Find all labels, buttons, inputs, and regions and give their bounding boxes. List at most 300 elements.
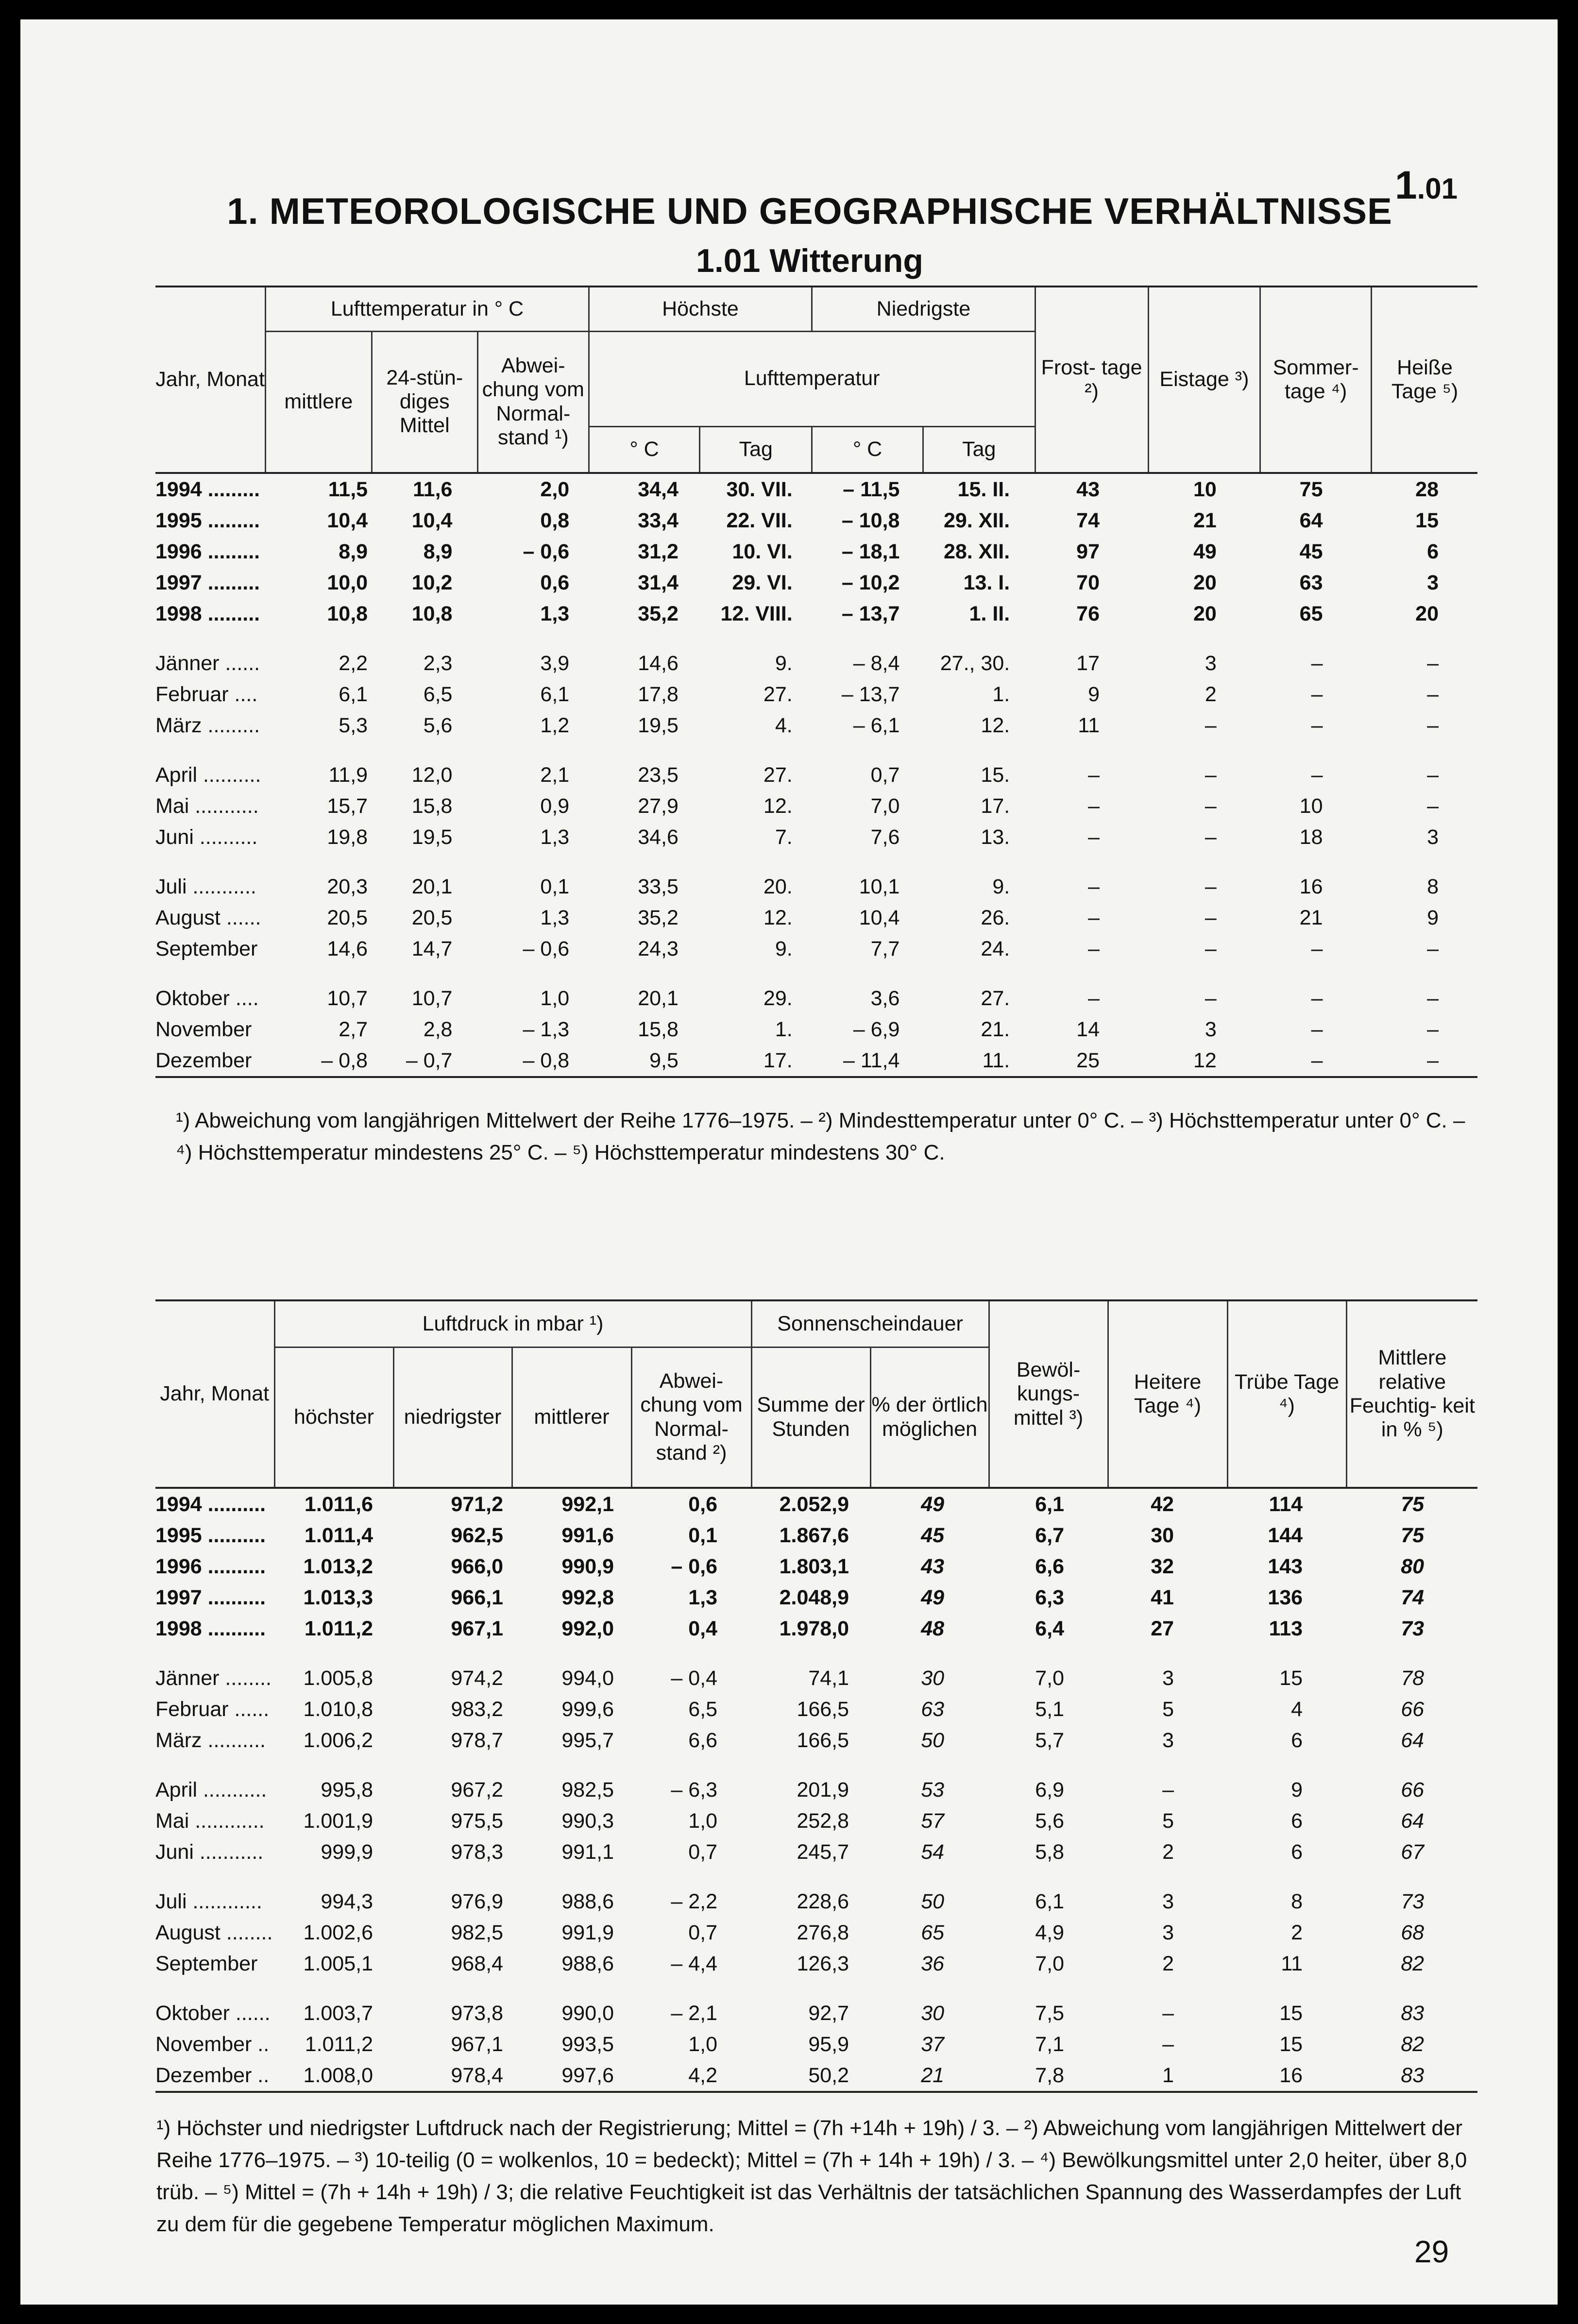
table-cell: 999,6 — [561, 1697, 614, 1721]
table-cell: 166,5 — [797, 1697, 849, 1721]
table-cell: – 0,7 — [372, 1045, 477, 1077]
table-cell: 5,1 — [1035, 1697, 1065, 1721]
table-row — [155, 1694, 1477, 1725]
table-cell: 15 — [1279, 2032, 1303, 2056]
table-cell: 2 — [1291, 1920, 1303, 1944]
table-cell: – — [1311, 651, 1323, 675]
table-cell: – — [1205, 937, 1217, 960]
table-cell: 21 — [1299, 906, 1323, 929]
t1-header-sommertage: Sommer- tage ⁴) — [1260, 286, 1372, 473]
table-cell: 4. — [775, 713, 793, 737]
table-cell: 66 — [1401, 1697, 1425, 1721]
table-cell: 73 — [1401, 1617, 1425, 1640]
table-cell: 21 — [870, 2060, 989, 2092]
table-cell: 10 — [1193, 477, 1217, 501]
table-cell: – — [1088, 875, 1100, 898]
table-cell: 34,6 — [638, 825, 679, 849]
table-cell: 28 — [1415, 477, 1439, 501]
table-cell: 992,0 — [561, 1617, 614, 1640]
page — [20, 19, 1558, 2305]
table-cell: 6,7 — [1035, 1523, 1065, 1547]
table-row — [155, 1520, 1477, 1551]
table-cell: – 0,4 — [671, 1666, 718, 1690]
table-cell: 5 — [1162, 1809, 1174, 1833]
table-cell: 1.005,8 — [303, 1666, 373, 1690]
table-cell: 1.011,2 — [305, 2032, 373, 2056]
table-cell: 13. — [981, 825, 1010, 849]
table-cell: – — [1311, 1017, 1323, 1041]
table-cell: 1,3 — [540, 906, 570, 929]
table-cell: 14 — [1076, 1017, 1100, 1041]
table-cell: – 8,4 — [853, 651, 900, 675]
table-cell: 252,8 — [797, 1809, 849, 1833]
table-cell: 143 — [1268, 1554, 1303, 1578]
table-row — [155, 1488, 1477, 1520]
table-cell: 1.803,1 — [779, 1554, 849, 1578]
table-cell: 967,2 — [451, 1778, 503, 1802]
table-row — [155, 1948, 1477, 1979]
table-cell: 1.003,7 — [303, 2001, 373, 2025]
row-label: 1998 .......... — [155, 1617, 266, 1640]
table-cell: – 10,8 — [841, 508, 900, 532]
table-cell: 6,5 — [688, 1697, 718, 1721]
table-cell: 991,1 — [561, 1840, 614, 1864]
table-cell: 30 — [1151, 1523, 1174, 1547]
table-row — [155, 679, 1477, 710]
table-cell: 3 — [1205, 651, 1217, 675]
table-row — [155, 505, 1477, 536]
table-cell: 30 — [921, 1666, 945, 1690]
t1-header-lufttemperatur-sub: Lufttemperatur — [589, 331, 1035, 426]
table-cell: 1. II. — [969, 602, 1010, 625]
table-cell: 1.011,6 — [304, 1492, 373, 1516]
table-row — [155, 536, 1477, 567]
table-cell: 2.048,9 — [779, 1585, 849, 1609]
t1-footnote: ¹) Abweichung vom langjährigen Mittelwert der Reihe 1776–1975. – ²) Mindesttemperatur unter 0° C. – ³) Höchsttemperatur unter 0° C. – ⁴) Höchsttemperatur mindestens 25° C. – ⁵) Höchsttemperatur mindestens 30° C. — [176, 1109, 1465, 1164]
table-cell: – 0,6 — [671, 1554, 718, 1578]
t2-header-bewoelkung: Bewöl- kungs- mittel ³) — [989, 1300, 1108, 1488]
table-cell: 95,9 — [808, 2032, 849, 2056]
table-cell: 67 — [1401, 1840, 1425, 1864]
table-cell: 1.010,8 — [303, 1697, 373, 1721]
table-cell: 14,6 — [638, 651, 679, 675]
table-cell: 78 — [1401, 1666, 1425, 1690]
table-cell: 3 — [1162, 1920, 1174, 1944]
table-cell: 33,4 — [638, 508, 679, 532]
table-cell: 45 — [1299, 539, 1323, 563]
row-label: Oktober .... — [155, 986, 259, 1010]
table-cell: 6,1 — [339, 682, 368, 706]
table-cell: 0,1 — [540, 875, 570, 898]
table-cell: 10,8 — [327, 602, 368, 625]
table-cell: 2,0 — [540, 477, 570, 501]
t1-header-niedrigste: Niedrigste — [812, 286, 1035, 331]
table-cell: 9. — [775, 651, 793, 675]
table-cell: 9,5 — [589, 1045, 700, 1077]
table-cell: 228,6 — [797, 1889, 849, 1913]
table-cell: 1,2 — [540, 713, 570, 737]
table-cell: 7,0 — [870, 794, 900, 818]
table-cell: 1.002,6 — [303, 1920, 373, 1944]
table-cell: 29. — [763, 986, 793, 1010]
table-row — [155, 902, 1477, 933]
table-cell: – — [1205, 763, 1217, 787]
table-cell: 15. II. — [957, 477, 1010, 501]
t2-header-mittlerer: mittlerer — [512, 1347, 631, 1488]
table-cell: – 4,4 — [671, 1952, 718, 1975]
table-cell: 75 — [1299, 477, 1323, 501]
table-cell: 1. — [992, 682, 1010, 706]
table-cell: 64 — [1401, 1809, 1425, 1833]
table-cell: 32 — [1151, 1554, 1174, 1578]
t1-header-hoechste: Höchste — [589, 286, 812, 331]
row-label: März ......... — [155, 713, 260, 737]
table-cell: 982,5 — [451, 1920, 503, 1944]
table-cell: 26. — [981, 906, 1010, 929]
table-cell: 2 — [1162, 1840, 1174, 1864]
table-row — [155, 1613, 1477, 1644]
t1-header-niedrigste-c: ° C — [812, 426, 923, 473]
table-row — [155, 567, 1477, 598]
table-cell: – — [1260, 1045, 1372, 1077]
table-cell: 65 — [1299, 602, 1323, 625]
table-cell: – — [1162, 2032, 1174, 2056]
row-label: Jänner ...... — [155, 651, 260, 675]
table-cell: – — [1311, 682, 1323, 706]
table-cell: 21 — [1193, 508, 1217, 532]
table-cell: 15 — [1415, 508, 1439, 532]
table-row — [155, 1868, 1477, 1917]
table-cell: – 18,1 — [841, 539, 900, 563]
row-label: Juli ............ — [155, 1889, 262, 1913]
t2-header-feuchtigkeit: Mittlere relative Feuchtig- keit in % ⁵) — [1346, 1300, 1477, 1488]
table-cell: 30 — [921, 2001, 945, 2025]
table-cell: 2 — [1205, 682, 1217, 706]
table-cell: 0,6 — [688, 1492, 718, 1516]
table-cell: 10,2 — [411, 571, 453, 594]
table-cell: 35,2 — [638, 906, 679, 929]
table-cell: – — [1427, 682, 1439, 706]
row-label: 1995 ......... — [155, 508, 260, 532]
table-cell: 992,1 — [561, 1492, 614, 1516]
table-cell: 17. — [700, 1045, 812, 1077]
table-cell: 9. — [775, 937, 793, 960]
table-cell: – 6,3 — [671, 1778, 718, 1802]
table-cell: 64 — [1299, 508, 1323, 532]
table-cell: 97 — [1076, 539, 1100, 563]
table-cell: – — [1088, 937, 1100, 960]
table-cell: – — [1427, 651, 1439, 675]
table-cell: 10,4 — [859, 906, 900, 929]
table-cell: 991,6 — [561, 1523, 614, 1547]
table-cell: – — [1088, 825, 1100, 849]
table-cell: – 1,3 — [523, 1017, 570, 1041]
table-cell: 10,7 — [411, 986, 453, 1010]
table-cell: 92,7 — [808, 2001, 849, 2025]
table-cell: 6,6 — [688, 1728, 718, 1752]
table-cell: 43 — [921, 1554, 945, 1578]
table-row — [155, 791, 1477, 822]
t1-header-mittlere: mittlere — [266, 331, 372, 473]
table-cell: 968,4 — [451, 1952, 503, 1975]
table-cell: 166,5 — [797, 1728, 849, 1752]
table-cell: 5,6 — [1035, 1809, 1065, 1833]
row-label: August ...... — [155, 906, 261, 929]
table-cell: – — [1205, 794, 1217, 818]
table-cell: 6,3 — [1035, 1585, 1065, 1609]
t1-header-24-mittel: 24-stün- diges Mittel — [372, 331, 477, 473]
table-cell: – — [1427, 794, 1439, 818]
table-cell: 37 — [921, 2032, 945, 2056]
table-cell: 50 — [921, 1889, 945, 1913]
table-cell: 2,7 — [339, 1017, 368, 1041]
table-cell: 997,6 — [512, 2060, 631, 2092]
table-cell: 15,8 — [638, 1017, 679, 1041]
table-cell: 988,6 — [561, 1952, 614, 1975]
table-cell: 20,5 — [327, 906, 368, 929]
table-cell: 24,3 — [638, 937, 679, 960]
table-cell: – 11,4 — [812, 1045, 923, 1077]
table-cell: 53 — [921, 1778, 945, 1802]
table-row — [155, 2029, 1477, 2060]
table-cell: 4,2 — [631, 2060, 751, 2092]
row-label: August ........ — [155, 1920, 273, 1944]
table-cell: 20,5 — [411, 906, 453, 929]
table-cell: 48 — [921, 1617, 945, 1640]
table-cell: 1.001,9 — [303, 1809, 373, 1833]
row-label: September — [155, 937, 258, 960]
table-cell: 17. — [981, 794, 1010, 818]
table-cell: 990,9 — [561, 1554, 614, 1578]
table-cell: 13. I. — [963, 571, 1010, 594]
table-cell: 983,2 — [451, 1697, 503, 1721]
table-cell: 19,5 — [411, 825, 453, 849]
table-cell: 17,8 — [638, 682, 679, 706]
table-cell: 74 — [1401, 1585, 1425, 1609]
weather-temperature-table — [155, 286, 1477, 1078]
table-row — [155, 1551, 1477, 1582]
table-row — [155, 1805, 1477, 1836]
table-cell: 29. XII. — [943, 508, 1010, 532]
table-row — [155, 1582, 1477, 1613]
table-cell: 967,1 — [451, 1617, 503, 1640]
table-row — [155, 853, 1477, 902]
table-cell: 63 — [1299, 571, 1323, 594]
row-label: 1997 .......... — [155, 1585, 266, 1609]
table-cell: 8 — [1427, 875, 1439, 898]
table-row — [155, 2060, 1477, 2092]
table-cell: 1.013,2 — [303, 1554, 373, 1578]
table-cell: 966,1 — [451, 1585, 503, 1609]
table-cell: 11,5 — [328, 477, 368, 501]
row-label: Juni .......... — [155, 825, 258, 849]
table-cell: 3 — [1162, 1666, 1174, 1690]
table-cell: 991,9 — [561, 1920, 614, 1944]
table-cell: 994,0 — [561, 1666, 614, 1690]
table-cell: 75 — [1401, 1492, 1425, 1516]
table-row — [155, 710, 1477, 741]
table-cell: 27., 30. — [940, 651, 1010, 675]
table-cell: – — [1162, 2001, 1174, 2025]
table-cell: 1.867,6 — [779, 1523, 849, 1547]
table-cell: 1.008,0 — [274, 2060, 393, 2092]
table-cell: 1 — [1108, 2060, 1227, 2092]
table-cell: 83 — [1346, 2060, 1477, 2092]
table-cell: 7,0 — [1035, 1666, 1065, 1690]
table-cell: 6 — [1291, 1840, 1303, 1864]
table-cell: – 11,5 — [843, 477, 900, 501]
table-cell: – 2,1 — [671, 2001, 718, 2025]
table-cell: 43 — [1076, 477, 1100, 501]
table-cell: 5,6 — [423, 713, 453, 737]
table-cell: – — [1427, 713, 1439, 737]
table-cell: 14,7 — [411, 937, 453, 960]
table-cell: 978,4 — [393, 2060, 512, 2092]
table-cell: – — [1205, 875, 1217, 898]
table-cell: 49 — [921, 1492, 945, 1516]
table-cell: 1.011,4 — [304, 1523, 373, 1547]
table-cell: 21. — [981, 1017, 1010, 1041]
table-cell: – 0,6 — [523, 937, 570, 960]
table-cell: 113 — [1269, 1617, 1303, 1640]
table-cell: 19,5 — [638, 713, 679, 737]
row-label: Juli ........... — [155, 875, 256, 898]
t2-header-luftdruck: Luftdruck in mbar ¹) — [274, 1300, 751, 1347]
t1-header-frosttage: Frost- tage ²) — [1035, 286, 1148, 473]
t1-header-hoechste-c: ° C — [589, 426, 700, 473]
table-cell: 20 — [1193, 602, 1217, 625]
table-cell: 962,5 — [451, 1523, 503, 1547]
table-cell: 63 — [921, 1697, 945, 1721]
table-cell: 1,3 — [688, 1585, 718, 1609]
t2-header-jahr-monat: Jahr, Monat — [155, 1300, 274, 1488]
table-row — [155, 473, 1477, 505]
table-cell: 11,9 — [328, 763, 368, 787]
table-cell: – — [1205, 713, 1217, 737]
table-cell: 245,7 — [797, 1840, 849, 1864]
table-row — [155, 1014, 1477, 1045]
table-cell: 4 — [1291, 1697, 1303, 1721]
t2-header-abweichung: Abwei- chung vom Normal- stand ²) — [631, 1347, 751, 1488]
table-cell: – — [1372, 1045, 1477, 1077]
weather-pressure-table — [155, 1299, 1477, 2093]
table-cell: 73 — [1401, 1889, 1425, 1913]
table-cell: 34,4 — [638, 477, 679, 501]
table-row — [155, 1979, 1477, 2029]
table-cell: 9 — [1291, 1778, 1303, 1802]
table-cell: 8 — [1291, 1889, 1303, 1913]
table-cell: 971,2 — [451, 1492, 503, 1516]
table-cell: 9 — [1427, 906, 1439, 929]
table-cell: 36 — [921, 1952, 945, 1975]
table-cell: 31,2 — [638, 539, 679, 563]
table-cell: 3 — [1162, 1889, 1174, 1913]
page-subtitle: 1.01 Witterung — [696, 242, 923, 279]
table-cell: 33,5 — [638, 875, 679, 898]
row-label: Mai ............ — [155, 1809, 265, 1833]
table-cell: 994,3 — [321, 1889, 373, 1913]
row-label: März .......... — [155, 1728, 266, 1752]
t1-header-lufttemperatur: Lufttemperatur in ° C — [266, 286, 589, 331]
table-cell: 993,5 — [561, 2032, 614, 2056]
row-label: November — [155, 1017, 252, 1041]
table-cell: – 0,8 — [266, 1045, 372, 1077]
table-cell: 6 — [1291, 1728, 1303, 1752]
table-cell: 30. VII. — [726, 477, 793, 501]
table-cell: 3,6 — [870, 986, 900, 1010]
table-cell: 45 — [921, 1523, 945, 1547]
table-cell: – — [1088, 794, 1100, 818]
table-cell: 0,7 — [870, 763, 900, 787]
table-cell: – — [1311, 986, 1323, 1010]
table-cell: 1.006,2 — [303, 1728, 373, 1752]
table-cell: 41 — [1151, 1585, 1174, 1609]
table-cell: 66 — [1401, 1778, 1425, 1802]
table-cell: 15,7 — [327, 794, 368, 818]
table-cell: 2.052,9 — [779, 1492, 849, 1516]
table-cell: 20,3 — [327, 875, 368, 898]
table-cell: 12. — [763, 906, 793, 929]
row-label: 1998 ......... — [155, 602, 260, 625]
table-cell: 12 — [1148, 1045, 1260, 1077]
table-cell: 995,8 — [321, 1778, 373, 1802]
table-cell: 2,8 — [423, 1017, 453, 1041]
table-cell: 1. — [775, 1017, 793, 1041]
table-cell: 990,0 — [561, 2001, 614, 2025]
page-title: 1. METEOROLOGISCHE UND GEOGRAPHISCHE VERHÄLTNISSE — [227, 191, 1392, 232]
table-cell: 201,9 — [797, 1778, 849, 1802]
table-cell: 7,5 — [1035, 2001, 1065, 2025]
table-cell: – 10,2 — [841, 571, 900, 594]
table-cell: 11 — [1078, 713, 1100, 737]
table-cell: 999,9 — [321, 1840, 373, 1864]
table-cell: 49 — [1193, 539, 1217, 563]
table-cell: 3 — [1162, 1728, 1174, 1752]
table-cell: 25 — [1035, 1045, 1148, 1077]
t1-header-heisse-tage: Heiße Tage ⁵) — [1372, 286, 1477, 473]
table-cell: 82 — [1401, 2032, 1425, 2056]
t2-header-heitere-tage: Heitere Tage ⁴) — [1108, 1300, 1227, 1488]
table-cell: 75 — [1401, 1523, 1425, 1547]
table-cell: – — [1427, 763, 1439, 787]
table-cell: 967,1 — [451, 2032, 503, 2056]
table-row — [155, 1917, 1477, 1948]
table-cell: – — [1088, 763, 1100, 787]
table-cell: 27 — [1151, 1617, 1174, 1640]
table-cell: 1.013,3 — [303, 1585, 373, 1609]
table-row — [155, 1756, 1477, 1805]
table-cell: – 13,7 — [841, 602, 900, 625]
table-cell: 11,6 — [413, 477, 453, 501]
table-cell: 2,2 — [339, 651, 368, 675]
table-cell: 7,8 — [989, 2060, 1108, 2092]
table-cell: 1,0 — [540, 986, 570, 1010]
table-cell: 2,3 — [423, 651, 453, 675]
table-cell: 1,3 — [540, 825, 570, 849]
table-cell: 966,0 — [451, 1554, 503, 1578]
t2-header-summe: Summe der Stunden — [751, 1347, 870, 1488]
table-cell: 27. — [763, 763, 793, 787]
row-label: 1996 .......... — [155, 1554, 266, 1578]
table-cell: – — [1205, 906, 1217, 929]
table-cell: 0,7 — [688, 1840, 718, 1864]
table-cell: 5 — [1162, 1697, 1174, 1721]
table-cell: 0,7 — [688, 1920, 718, 1944]
table-cell: 65 — [921, 1920, 945, 1944]
table-cell: 978,3 — [451, 1840, 503, 1864]
table-cell: – — [1088, 986, 1100, 1010]
table-row — [155, 1644, 1477, 1694]
